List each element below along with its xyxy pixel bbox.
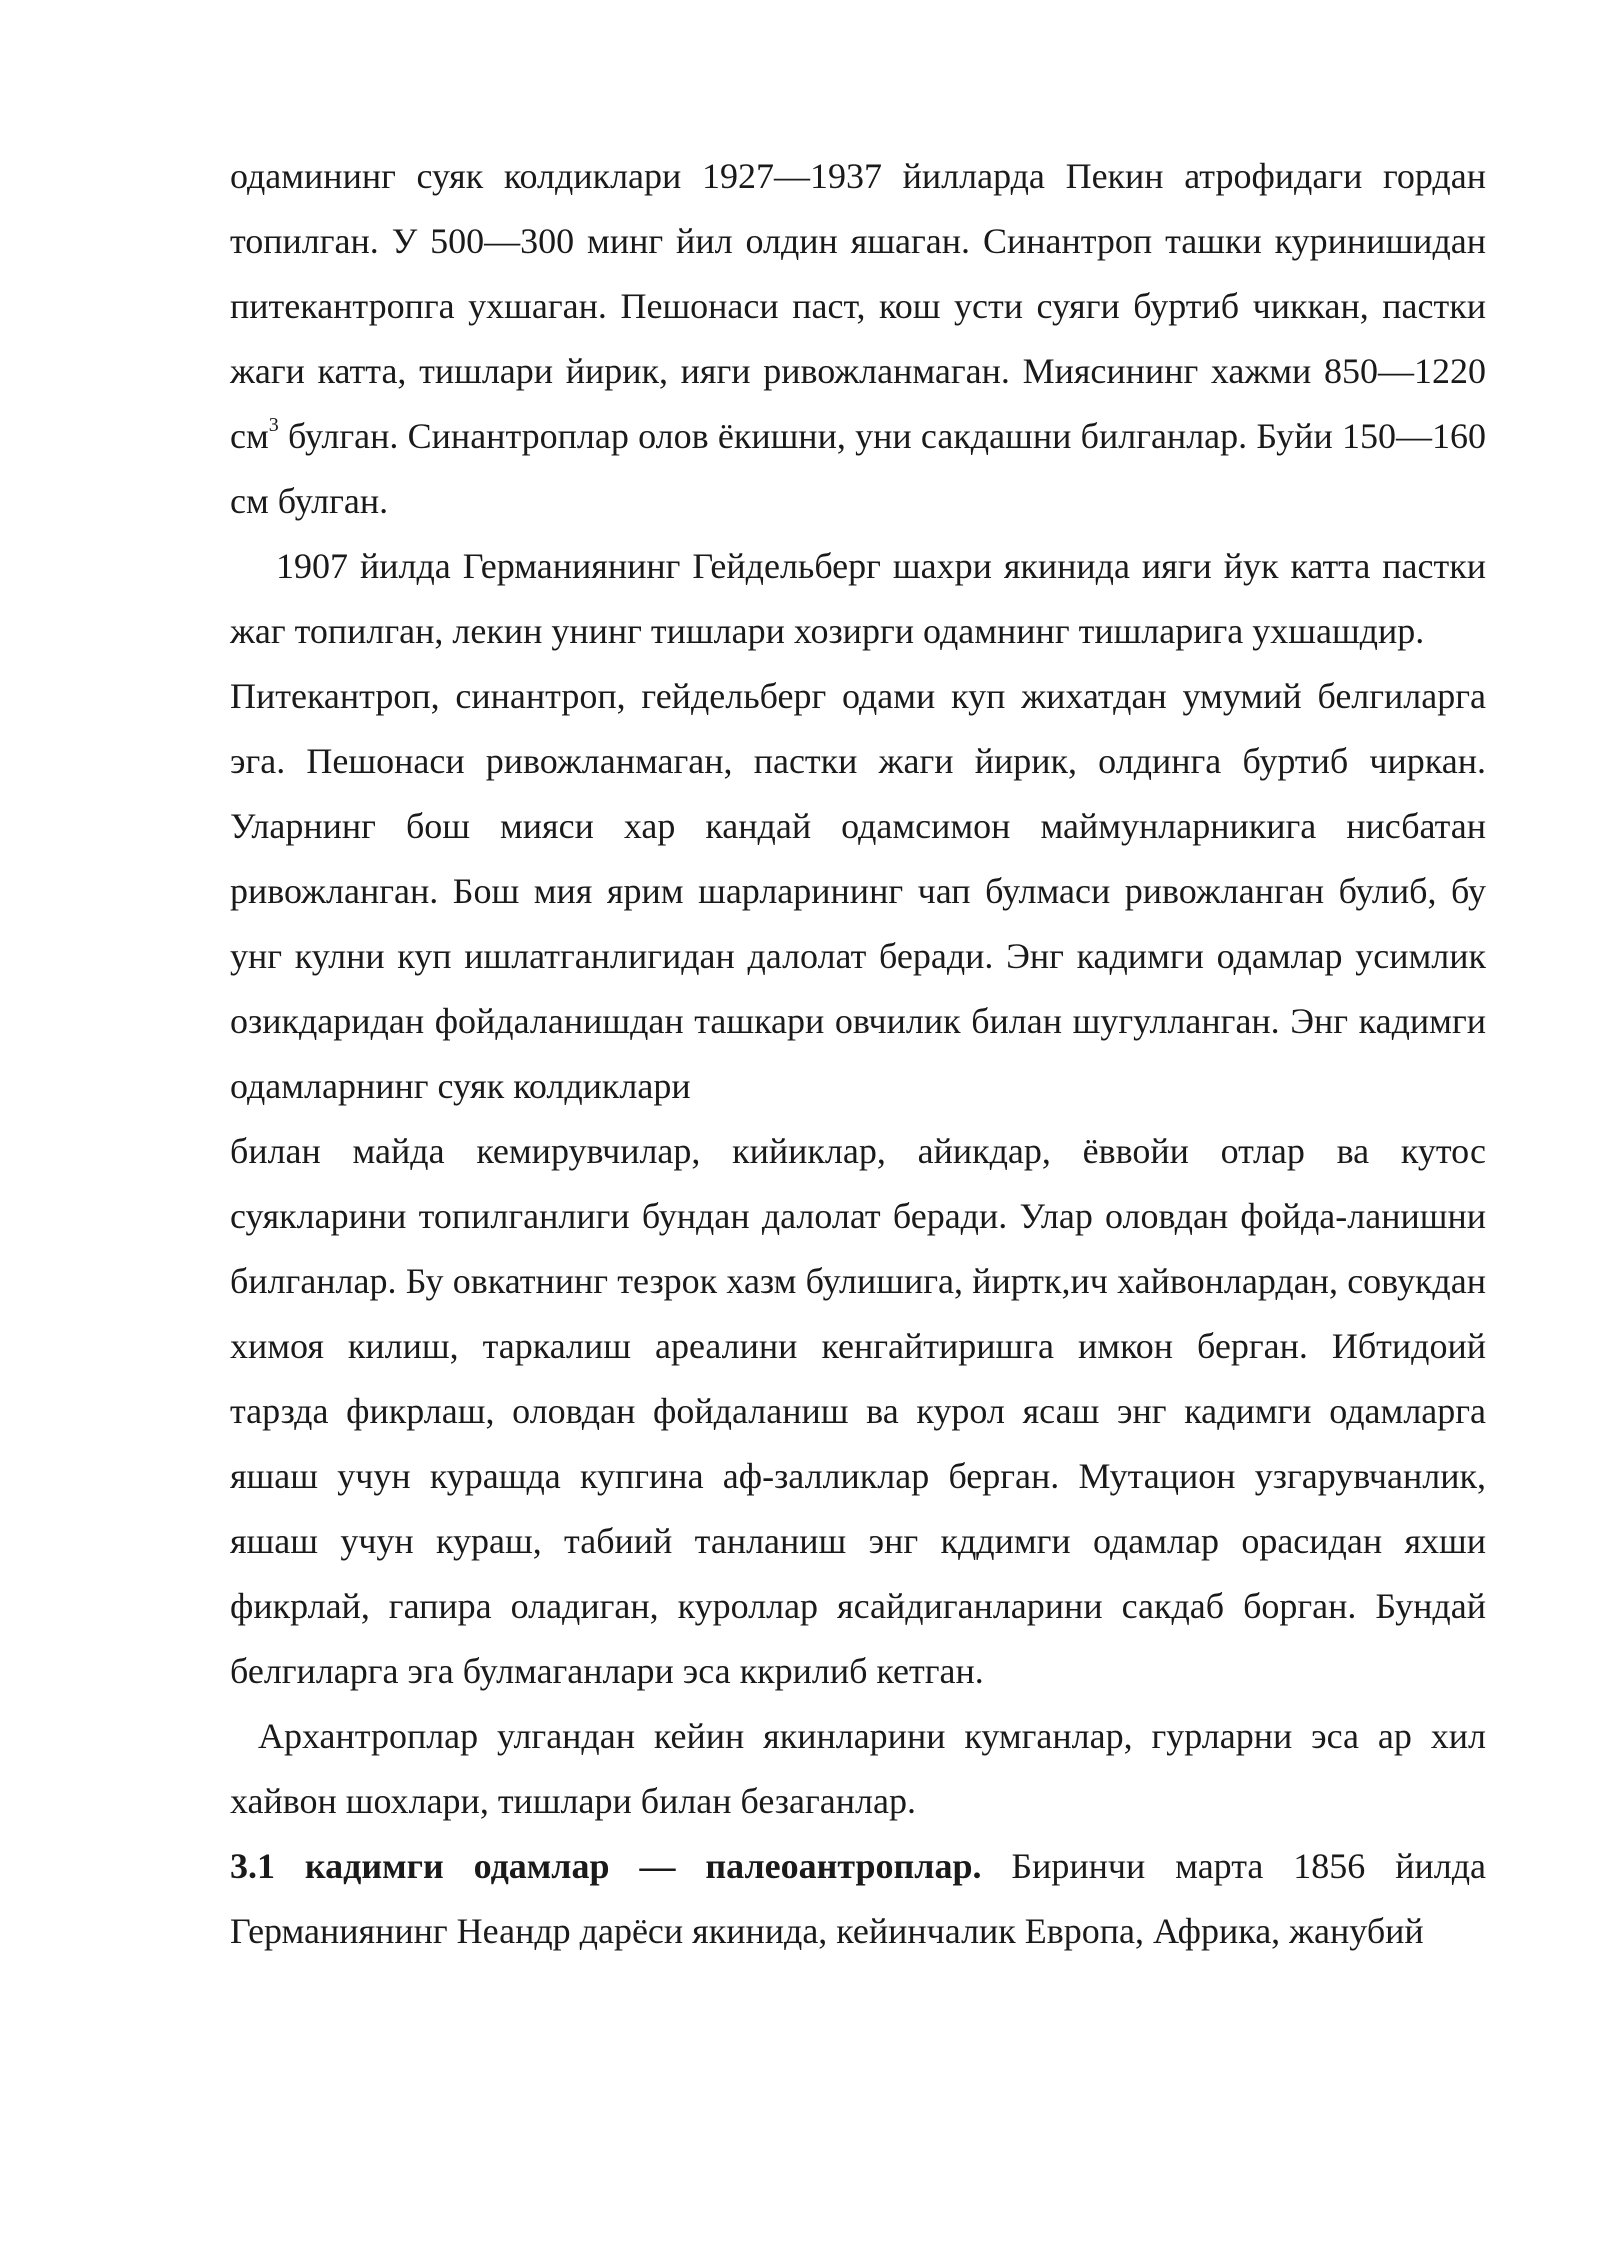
paragraph-text-continued: булган. Синантроплар олов ёкишни, уни сакдашни билганлар. Буйи 150—160 см булган.	[230, 416, 1486, 521]
paragraph-text: одамининг суяк колдиклари 1927—1937 йилларда Пекин атрофидаги гордан топилган. У 500—300 минг йил олдин яшаган. Синантроп ташки куринишидан питекантропга ухшаган. Пешонаси паст, кош усти суяги буртиб чиккан, пастки жаги катта, тишлари йирик, ияги ривожланмаган. Миясининг хажми 850—1220 см	[230, 156, 1486, 456]
document-page	[230, 144, 1486, 1964]
section-heading: 3.1 кадимги одамлар — палеоантроплар.	[230, 1846, 982, 1886]
section-text: Биринчи марта 1856 йилда Германиянинг Неандр дарёси якинида, кейинчалик Европа, Африка, жанубий	[230, 1846, 1486, 1951]
paragraph-hunting-fire: билан майда кемирувчилар, кийиклар, айикдар, ёввойи отлар ва кутос суякларини топилганлиги бундан далолат беради. Улар оловдан фойда-ланишни билганлар. Бу овкатнинг тезрок хазм булишига, йиртк,ич хайвонлардан, совукдан химоя килиш, таркалиш ареалини кенгайтиришга имкон берган. Ибтидоий тарзда фикрлаш, оловдан фойдаланиш ва курол ясаш энг кадимги одамларга яшаш учун курашда купгина аф-залликлар берган. Мутацион узгарувчанлик, яшаш учун кураш, табиий танланиш энг кддимги одамлар орасидан яхши фикрлай, гапира оладиган, куроллар ясайдиганларини сакдаб борган. Бундай белгиларга эга булмаганлари эса ккрилиб кетган.	[230, 1131, 1486, 1691]
paragraph-paleoanthropes	[230, 1834, 1486, 1964]
paragraph-common-features: Питекантроп, синантроп, гейдельберг одами куп жихатдан умумий белгиларга эга. Пешонаси ривожланмаган, пастки жаги йирик, олдинга буртиб чиркан. Уларнинг бош мияси хар кандай одамсимон маймунларникига нисбатан ривожланган. Бош мия ярим шарларининг чап булмаси ривожланган булиб, бу унг кулни куп ишлатганлигидан далолат беради. Энг кадимги одамлар усимлик озикдаридан фойдаланишдан ташкари овчилик билан шугулланган. Энг кадимги одамларнинг суяк колдиклари	[230, 676, 1486, 1106]
paragraph-archanthropes-burial: Архантроплар улгандан кейин якинларини кумганлар, гурларни эса ар хил хайвон шохлари, тишлари билан безаганлар.	[230, 1716, 1486, 1821]
superscript-3: 3	[268, 414, 279, 436]
paragraph-sinanthropus	[230, 144, 1486, 534]
paragraph-heidelberg: 1907 йилда Германиянинг Гейдельберг шахри якинида ияги йук катта пастки жаг топилган, лекин унинг тишлари хозирги одамнинг тишларига ухшашдир.	[230, 546, 1486, 651]
